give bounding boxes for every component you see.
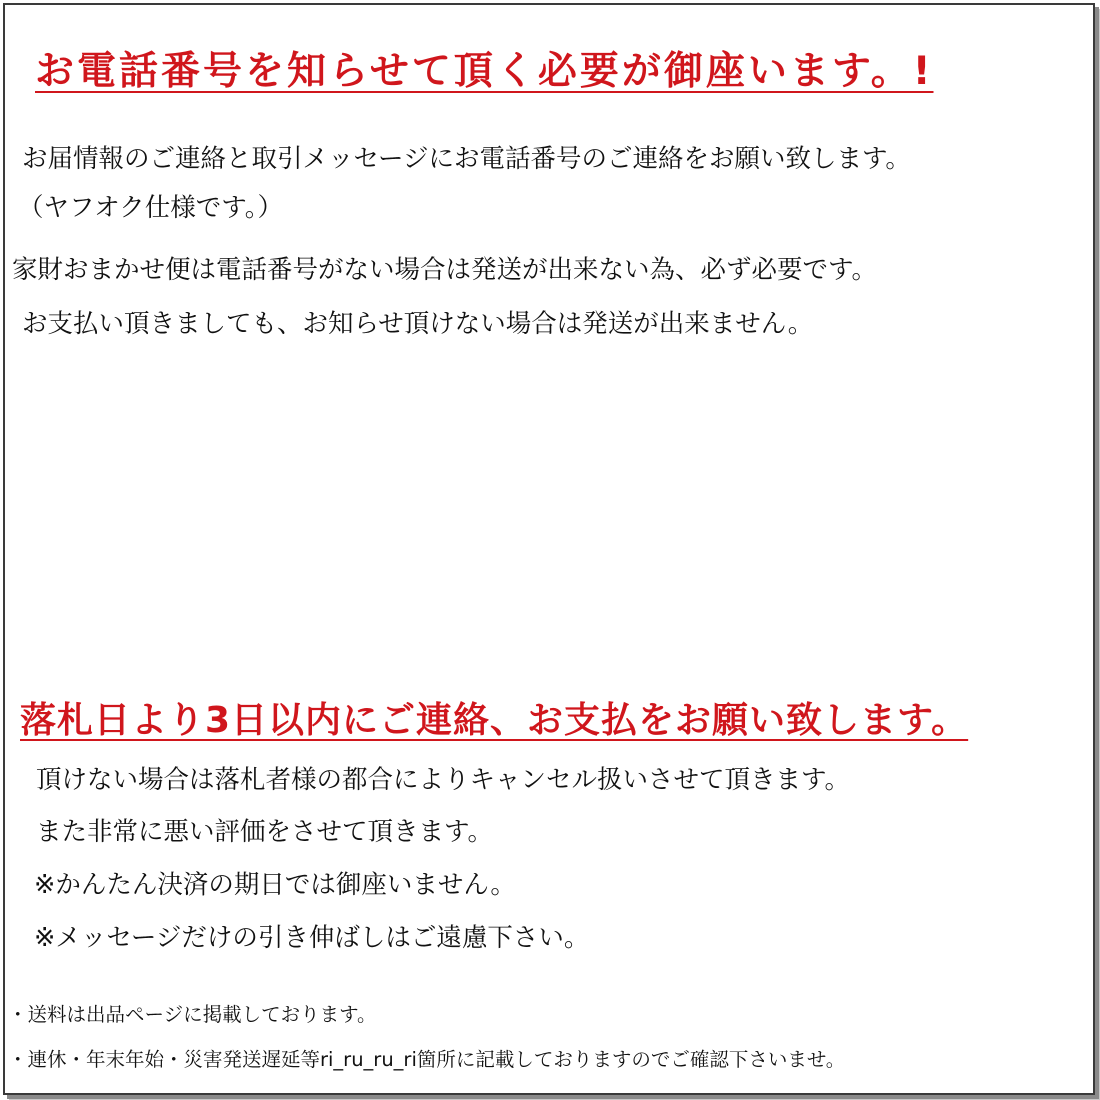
payment-info-line: ※メッセージだけの引き伸ばしはご遠慮下さい。 <box>34 923 590 953</box>
payment-info-line: ※かんたん決済の期日では御座いません。 <box>34 870 516 900</box>
delivery-info-line: お支払い頂きましても、お知らせ頂けない場合は発送が出来ません。 <box>22 309 814 339</box>
phone-info-line: （ヤフオク仕様です。） <box>18 193 283 223</box>
phone-required-heading: お電話番号を知らせて頂く必要が御座います。! <box>35 49 934 94</box>
shipping-note: ・連休・年末年始・災害発送遅延等ri_ru_ru_ri箇所に記載しておりますのでご確認下さいませ。 <box>8 1048 846 1071</box>
payment-info-line: また非常に悪い評価をさせて頂きます。 <box>36 817 493 847</box>
payment-info-line: 頂けない場合は落札者様の都合によりキャンセル扱いさせて頂きます。 <box>36 765 850 795</box>
delivery-info-line: 家財おまかせ便は電話番号がない場合は発送が出来ない為、必ず必要です。 <box>12 255 877 285</box>
phone-info-line: お届情報のご連絡と取引メッセージにお電話番号のご連絡をお願い致します。 <box>22 144 911 174</box>
shipping-note: ・送料は出品ページに掲載しております。 <box>8 1003 377 1026</box>
payment-deadline-heading: 落札日より3日以内にご連絡、お支払をお願い致します。 <box>20 700 969 741</box>
